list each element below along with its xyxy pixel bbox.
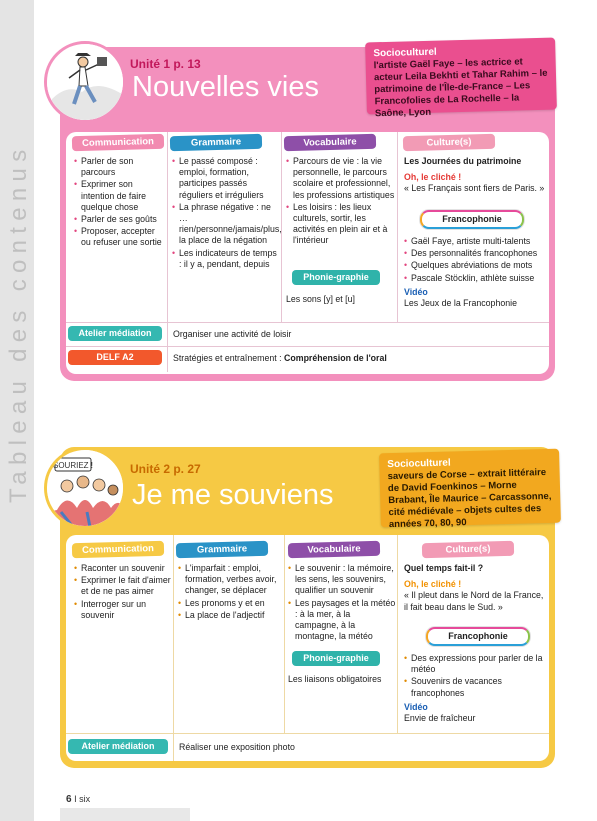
culture-title: Les Journées du patrimoine <box>404 156 522 166</box>
francophonie-badge: Francophonie <box>420 210 524 229</box>
list-item: • Le souvenir : la mémoire, les sens, les souvenirs, qualifier un souvenir <box>288 563 396 597</box>
header-vocabulaire: Vocabulaire <box>284 134 376 151</box>
atelier-mediation-label: Atelier médiation <box>68 326 162 341</box>
delf-bold: Compréhension de l'oral <box>284 353 387 363</box>
francophonie-badge: Francophonie <box>426 627 530 646</box>
list-item: • Exprimer son intention de faire quelque chose <box>74 179 166 213</box>
phonie-graphie-label: Phonie-graphie <box>292 651 380 666</box>
footer-bar <box>60 808 190 821</box>
group-photo-icon <box>47 450 126 529</box>
header-grammaire: Grammaire <box>176 541 268 558</box>
cultures-column <box>404 156 546 195</box>
header-vocabulaire: Vocabulaire <box>288 541 380 558</box>
divider <box>397 132 398 322</box>
header-cultures: Culture(s) <box>422 541 514 558</box>
atelier-text: Réaliser une exposition photo <box>179 742 295 752</box>
divider <box>66 322 549 323</box>
francophonie-list <box>404 653 546 724</box>
page-word: I six <box>74 794 91 804</box>
communication-column <box>74 563 172 622</box>
header-grammaire: Grammaire <box>170 134 262 151</box>
divider <box>284 535 285 733</box>
unit-2-socioculturel <box>379 449 561 531</box>
cliche-text: « Il pleut dans le Nord de la France, il fait beau dans le Sud. » <box>404 590 544 612</box>
unit-1-title: Nouvelles vies <box>132 71 319 103</box>
page-number: 6 <box>66 794 72 805</box>
unit-2-label: Unité 2 p. 27 <box>130 462 201 476</box>
list-item: • Les loisirs : les lieux culturels, sortir, les activités en plein air et à l'intérieur <box>286 202 396 247</box>
communication-column <box>74 156 166 250</box>
delf-text <box>173 353 533 364</box>
video-text: Les Jeux de la Francophonie <box>404 298 517 309</box>
cultures-column <box>404 563 546 613</box>
list-item: • Des expressions pour parler de la météo <box>404 653 546 675</box>
list-item: • Les pronoms y et en <box>178 598 283 609</box>
unit-1-illustration <box>44 41 126 123</box>
divider <box>167 132 168 322</box>
list-item: • Parler de son parcours <box>74 156 166 178</box>
list-item: • Le passé composé : emploi, formation, participes passés réguliers et irréguliers <box>172 156 280 201</box>
list-item: • Pascale Stöcklin, athlète suisse <box>404 273 546 284</box>
socio-text: saveurs de Corse – extrait littéraire de David Foenkinos – Morne Brabant, Île Maurice – Carcassonne, cité médiévale – objets cultes des années 70, 80, 90 <box>387 467 552 531</box>
video-label: Vidéo <box>404 701 428 712</box>
delf-label: DELF A2 <box>68 350 162 365</box>
francophonie-list <box>404 236 546 309</box>
header-cultures: Culture(s) <box>403 134 495 151</box>
list-item: • Parler de ses goûts <box>74 214 166 225</box>
badge-text: SOURIEZ ! <box>52 461 94 470</box>
header-communication: Communication <box>72 134 164 151</box>
header-communication: Communication <box>72 541 164 558</box>
divider <box>66 346 549 347</box>
list-item: • Exprimer le fait d'aimer et de ne pas aimer <box>74 575 172 597</box>
list-item: • Interroger sur un souvenir <box>74 599 172 621</box>
socio-text: l'artiste Gaël Faye – les actrice et acteur Leila Bekhti et Tahar Rahim – le patrimoine de l'Île-de-France – Les Francofolies de La Rochelle – la Saône, Lyon <box>373 56 548 120</box>
phonie-graphie-label: Phonie-graphie <box>292 270 380 285</box>
socio-title: Socioculturel <box>373 46 437 60</box>
list-item: • Quelques abréviations de mots <box>404 260 546 271</box>
list-item: • Parcours de vie : la vie personnelle, le parcours scolaire et professionnel, les professions artistiques <box>286 156 396 201</box>
list-item: • Gaël Faye, artiste multi-talents <box>404 236 546 247</box>
walking-man-icon <box>47 44 126 123</box>
cliche-label: Oh, le cliché ! <box>404 579 462 590</box>
grammaire-column <box>172 156 280 271</box>
unit-2-illustration <box>44 447 126 529</box>
cliche-label: Oh, le cliché ! <box>404 172 462 183</box>
unit-1-block <box>60 47 555 381</box>
video-text: Envie de fraîcheur <box>404 713 476 724</box>
delf-prefix: Stratégies et entraînement : <box>173 353 285 363</box>
side-title: Tableau des contenus <box>5 143 32 503</box>
divider <box>173 535 174 733</box>
culture-title: Quel temps fait-il ? <box>404 563 484 573</box>
atelier-text: Organiser une activité de loisir <box>173 329 292 339</box>
unit-2-panel <box>66 535 549 761</box>
divider <box>173 733 174 761</box>
unit-1-label: Unité 1 p. 13 <box>130 57 201 71</box>
list-item: • Les indicateurs de temps : il y a, pendant, depuis <box>172 248 280 270</box>
cliche-text: « Les Français sont fiers de Paris. » <box>404 183 545 194</box>
grammaire-column <box>178 563 283 622</box>
page-footer <box>66 794 90 805</box>
list-item: • Souvenirs de vacances francophones <box>404 676 546 698</box>
divider <box>167 322 168 372</box>
video-label: Vidéo <box>404 286 428 297</box>
unit-2-block <box>52 447 555 768</box>
list-item: • Proposer, accepter ou refuser une sortie <box>74 226 166 248</box>
divider <box>66 733 549 734</box>
unit-1-socioculturel <box>365 38 557 120</box>
list-item: • La place de l'adjectif <box>178 610 283 621</box>
list-item: • Les paysages et la météo : à la mer, à la campagne, à la montagne, la météo <box>288 598 396 643</box>
phonie-text: Les liaisons obligatoires <box>288 674 382 684</box>
list-item: • Raconter un souvenir <box>74 563 172 574</box>
unit-1-panel <box>66 132 549 374</box>
divider <box>397 535 398 733</box>
phonie-text: Les sons [y] et [u] <box>286 294 355 304</box>
atelier-mediation-label: Atelier médiation <box>68 739 168 754</box>
list-item: • La phrase négative : ne … rien/personne/jamais/plus, la place de la négation <box>172 202 280 247</box>
list-item: • Des personnalités francophones <box>404 248 546 259</box>
vocabulaire-column <box>286 156 396 248</box>
vocabulaire-column <box>288 563 396 643</box>
socio-title: Socioculturel <box>387 457 451 471</box>
unit-2-title: Je me souviens <box>132 479 334 511</box>
list-item: • L'imparfait : emploi, formation, verbes avoir, changer, se déplacer <box>178 563 283 597</box>
